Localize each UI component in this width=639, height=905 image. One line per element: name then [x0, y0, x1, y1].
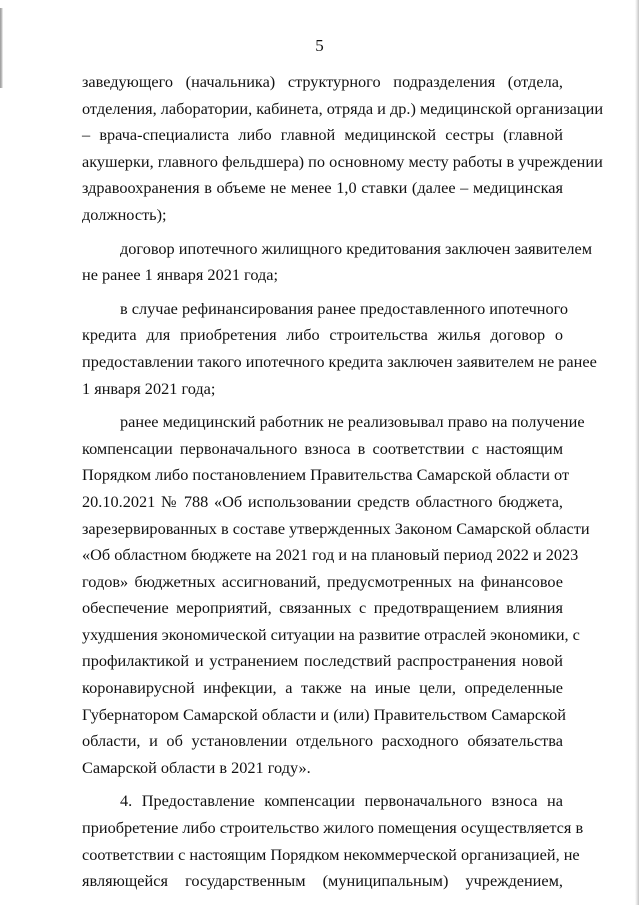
scan-edge-right — [635, 0, 639, 905]
text-line: должность); — [82, 204, 167, 224]
text-line: договор ипотечного жилищного кредитования заключен заявителем — [120, 238, 593, 258]
paragraph-section-4 — [82, 788, 584, 894]
text-line: – врача-специалиста либо главной медицинской сестры (главной — [82, 125, 563, 145]
text-line: ранее медицинский работник не реализовывал право на получение — [120, 412, 585, 432]
text-line: предоставлении такого ипотечного кредита заключен заявителем не ранее — [82, 351, 597, 371]
text-line: приобретение либо строительство жилого помещения осуществляется в — [82, 818, 584, 838]
paragraph-mortgage-date — [82, 236, 593, 289]
text-line: «Об областном бюджете на 2021 год и на плановый период 2022 и 2023 — [82, 545, 579, 565]
document-body — [82, 69, 604, 895]
text-line: 4. Предоставление компенсации первоначального взноса на — [120, 791, 563, 811]
text-line: 20.10.2021 № 788 «Об использовании средств областного бюджета, — [82, 491, 563, 511]
text-line: обеспечение мероприятий, связанных с предотвращением влияния — [82, 598, 563, 618]
text-line: Губернатором Самарской области и (или) Правительством Самарской — [82, 704, 567, 724]
text-line: Самарской области в 2021 году». — [82, 757, 311, 777]
text-line: являющейся государственным (муниципальным) учреждением, — [82, 871, 563, 891]
text-line: ухудшения экономической ситуации на развитие отраслей экономики, с — [82, 624, 580, 644]
paragraph-continuation — [82, 69, 604, 229]
text-line: коронавирусной инфекции, а также на иные цели, определенные — [82, 678, 563, 698]
text-line: в случае рефинансирования ранее предоставленного ипотечного — [120, 298, 569, 318]
text-line: заведующего (начальника) структурного подразделения (отдела, — [82, 72, 563, 91]
page-number: 5 — [315, 36, 324, 55]
text-line: кредита для приобретения либо строительства жилья договор о — [82, 325, 563, 345]
text-line: годов» бюджетных ассигнований, предусмотренных на финансовое — [82, 571, 563, 591]
text-line: акушерки, главного фельдшера) по основному месту работы в учреждении — [82, 151, 603, 171]
text-line: зарезервированных в составе утвержденных Законом Самарской области — [82, 518, 590, 538]
text-line: здравоохранения в объеме не менее 1,0 ставки (далее – медицинская — [82, 178, 563, 198]
text-line: соответствии с настоящим Порядком некоммерческой организацией, не — [82, 844, 580, 864]
paragraph-previous-right — [82, 409, 590, 781]
text-line: 1 января 2021 года; — [82, 378, 216, 398]
paragraph-refinancing — [82, 296, 597, 402]
text-line: компенсации первоначального взноса в соответствии с настоящим — [82, 438, 563, 458]
text-line: Порядком либо постановлением Правительства Самарской области от — [82, 465, 570, 485]
text-line: не ранее 1 января 2021 года; — [82, 265, 279, 285]
text-line: области, и об установлении отдельного расходного обязательства — [82, 731, 563, 751]
text-line: профилактикой и устранением последствий распространения новой — [82, 651, 563, 671]
text-line: отделения, лаборатории, кабинета, отряда и др.) медицинской организации — [82, 98, 604, 118]
